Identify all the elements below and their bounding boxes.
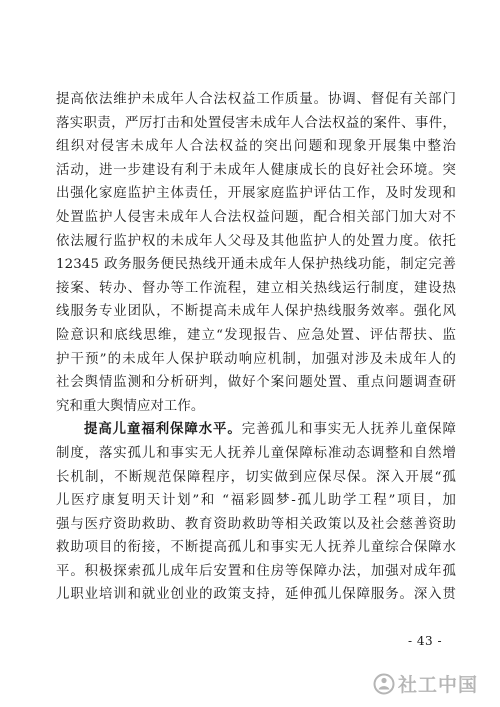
page-number: - 43 - [407,634,442,648]
text-line: 组织对侵害未成年人合法权益的突出问题和现象开展集中整治 [56,139,456,155]
text-line: 强与医疗资助救助、教育资助救助等相关政策以及社会慈善资助 [56,516,456,532]
text-line: 依法履行监护权的未成年人父母及其他监护人的处置力度。依托 [56,233,456,249]
text-line: 接案、转办、督办等工作流程，建立相关热线运行制度，建设热 [56,280,456,296]
watermark-text: 社工中国 [397,674,478,696]
text-line: 制度，落实孤儿和事实无人抚养儿童保障标准动态调整和自然增 [56,445,456,461]
text-line: 护干预”的未成年人保护联动响应机制，加强对涉及未成年人的 [56,351,456,367]
text-line: 平。积极探索孤儿成年后安置和住房等保障办法，加强对成年孤 [56,563,456,579]
text-line: 究和重大舆情应对工作。 [56,398,205,414]
text-line: 儿医疗康复明天计划”和 “福彩圆梦-孤儿助学工程”项目，加 [56,493,456,509]
paragraph-heading: 提高儿童福利保障水平。 [84,421,242,438]
paragraph-text: 完善孤儿和事实无人抚养儿童保障 [241,422,456,438]
text-line: 落实职责，严厉打击和处置侵害未成年人合法权益的案件、事件， [56,115,456,131]
text-line: 提高依法维护未成年人合法权益工作质量。协调、督促有关部门 [56,92,456,107]
social-work-logo-icon [373,673,395,695]
text-line: 处置监护人侵害未成年人合法权益问题，配合相关部门加大对不 [56,209,456,225]
text-line: 社会舆情监测和分析研判，做好个案问题处置、重点问题调查研 [56,375,456,391]
text-line: 线服务专业团队，不断提高未成年人保护热线服务效率。强化风 [56,304,456,320]
body-text [56,88,456,607]
text-line: 出强化家庭监护主体责任，开展家庭监护评估工作，及时发现和 [56,186,456,202]
paragraph-2-first-line [56,418,456,442]
text-line: 长机制，不断规范保障程序，切实做到应保尽保。深入开展“孤 [56,469,456,485]
text-line: 12345 政务服务便民热线开通未成年人保护热线功能，制定完善 [56,257,456,273]
text-line: 活动，进一步建设有利于未成年人健康成长的良好社会环境。突 [56,162,456,178]
text-line: 儿职业培训和就业创业的政策支持，延伸孤儿保障服务。深入贯 [56,587,456,603]
text-line: 救助项目的衔接，不断提高孤儿和事实无人抚养儿童综合保障水 [56,540,456,556]
text-line: 险意识和底线思维，建立“发现报告、应急处置、评估帮扶、监 [56,327,456,343]
watermark [373,670,478,697]
